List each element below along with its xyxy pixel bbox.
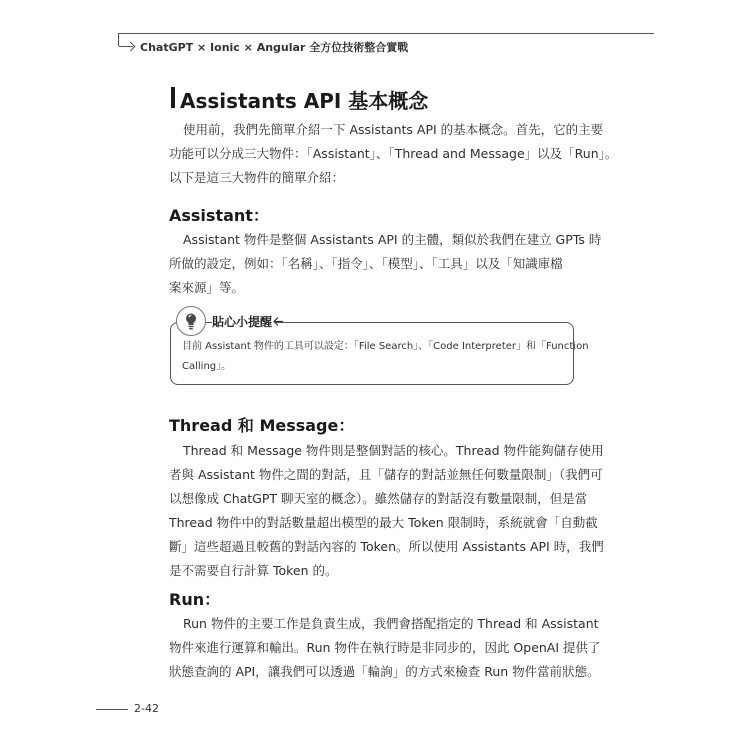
thread-paragraph <box>169 439 604 583</box>
tip-text <box>182 337 589 377</box>
tip-title: 貼心小提醒 <box>212 313 276 330</box>
header-arrow-icon <box>119 46 133 47</box>
header-hook <box>118 33 119 46</box>
text-line: Thread 和 Message 物件則是整個對話的核心。Thread 物件能夠儲存使用 <box>183 443 604 458</box>
arrow-left-icon <box>273 316 284 327</box>
thread-heading: Thread 和 Message： <box>169 416 355 435</box>
text-line: 所做的設定，例如：「名稱」、「指令」、「模型」、「工具」以及「知識庫檔 <box>169 256 563 271</box>
text-line: 案來源」等。 <box>169 280 245 295</box>
text-line: Run 物件的主要工作是負責生成，我們會搭配指定的 Thread 和 Assistant <box>183 616 599 631</box>
run-heading: Run： <box>169 590 221 609</box>
text-line: 以想像成 ChatGPT 聊天室的概念）。雖然儲存的對話沒有數量限制，但是當 <box>169 491 588 506</box>
footer-rule <box>96 709 128 710</box>
text-line: 斷」這些超過且較舊的對話內容的 Token。所以使用 Assistants API 時，我們 <box>169 539 604 554</box>
text-line: 是不需要自行計算 Token 的。 <box>169 563 338 578</box>
text-line: Assistant 物件是整個 Assistants API 的主體，類似於我們在建立 GPTs 時 <box>183 232 602 247</box>
text-line: 以下是這三大物件的簡單介紹： <box>169 170 345 185</box>
section-title-bar <box>171 87 175 108</box>
tip-line: Calling」。 <box>182 361 232 372</box>
tip-line: 目前 Assistant 物件的工具可以設定：「File Search」、「Code Interpreter」和「Function <box>182 341 589 352</box>
text-line: Thread 物件中的對話數量超出模型的最大 Token 限制時，系統就會「自動截 <box>169 515 598 530</box>
header-rule <box>118 33 654 34</box>
lightbulb-icon <box>184 312 198 330</box>
text-line: 物件來進行運算和輸出。Run 物件在執行時是非同步的，因此 OpenAI 提供了 <box>169 640 601 655</box>
intro-paragraph <box>169 118 618 190</box>
page-number: 2-42 <box>134 702 159 715</box>
text-line: 使用前，我們先簡單介紹一下 Assistants API 的基本概念。首先，它的主要 <box>183 122 604 137</box>
text-line: 者與 Assistant 物件之間的對話，且「儲存的對話並無任何數量限制」（我們可 <box>169 467 603 482</box>
assistant-heading: Assistant： <box>169 206 269 225</box>
running-header-title: ChatGPT × Ionic × Angular 全方位技術整合實戰 <box>140 41 409 54</box>
run-paragraph <box>169 612 601 684</box>
text-line: 功能可以分成三大物件：「Assistant」、「Thread and Message」以及「Run」。 <box>169 146 618 161</box>
text-line: 狀態查詢的 API，讓我們可以透過「輪詢」的方式來檢查 Run 物件當前狀態。 <box>169 664 600 679</box>
section-title: Assistants API 基本概念 <box>180 89 429 113</box>
assistant-paragraph <box>169 228 602 300</box>
